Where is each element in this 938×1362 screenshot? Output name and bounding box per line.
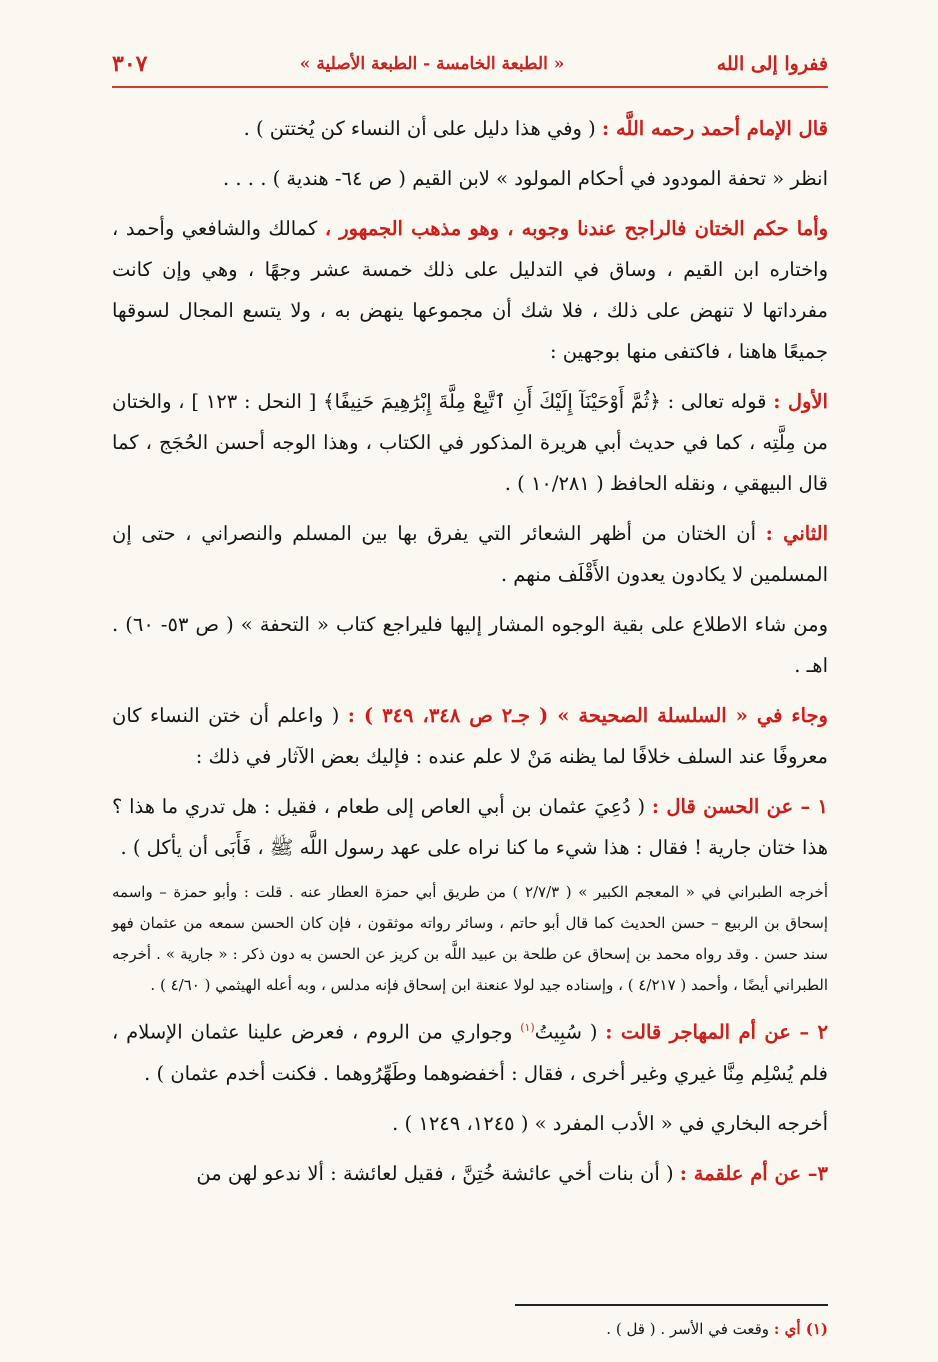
paragraph-text: قوله تعالى : ﴿ثُمَّ أَوْحَيْنَآ إِلَيْكَ أَنِ ٱتَّبِعْ مِلَّةَ إِبْرَٰهِيمَ حَنِيفًا﴾ [ النحل : ١٢٣ ] ، والختان من مِلَّتِه ، كما في حديث أبي هريرة المذكور في الكتاب ، وهذا الوجه أحسن الحُجَج ، كما قال البيهقي ، ونقله الحافظ ( ١٠/٢٨١ ) . — [112, 390, 828, 495]
page-body — [112, 108, 828, 1203]
takhrij-note: أخرجه الطبراني في « المعجم الكبير » ( ٢/٧/٣ ) من طريق أبي حمزة العطار عنه . قلت : وأبو حمزة – واسمه إسحاق بن الربيع – حسن الحديث كما قال أبو حاتم ، وسائر رواته موثقون ، فإن كان الحسن سمعه من عثمان فهو سند حسن . وقد رواه محمد بن إسحاق عن طلحة بن عبيد اللَّه بن كريز عن الحسن به دون ذكر : « جارية » . أخرجه الطبراني أيضًا ، وأحمد ( ٤/٢١٧ ) ، وإسناده جيد لولا عنعنة ابن إسحاق فإنه مدلس ، وبه أعله الهيثمي ( ٤/٦٠ ) . — [112, 883, 828, 994]
page-number: ٣٠٧ — [112, 51, 148, 77]
paragraph — [112, 695, 828, 777]
header-rule — [112, 86, 828, 88]
paragraph — [112, 1153, 828, 1194]
paragraph-text: انظر « تحفة المودود في أحكام المولود » لابن القيم ( ص ٦٤- هندية ) . . . . — [223, 167, 828, 190]
paragraph-lead: ٣– عن أم علقمة : — [679, 1161, 828, 1185]
footnote-marker: (١) أي : — [773, 1320, 828, 1338]
paragraph-lead: وجاء في « السلسلة الصحيحة » ( جـ٢ ص ٣٤٨، ٣٤٩ ) : — [347, 704, 828, 727]
paragraph-lead: قال الإمام أحمد رحمه اللَّه : — [601, 117, 828, 140]
edition-label: « الطبعة الخامسة - الطبعة الأصلية » — [299, 54, 565, 74]
paragraph — [112, 158, 828, 199]
paragraph-text: أخرجه البخاري في « الأدب المفرد » ( ١٢٤٥، ١٢٤٩ ) . — [392, 1111, 828, 1135]
paragraph-lead: ٢ – عن أم المهاجر قالت : — [605, 1020, 828, 1044]
paragraph — [112, 513, 828, 595]
paragraph-lead: الأول : — [773, 390, 828, 413]
paragraph-text: ( سُبِيتُ — [534, 1020, 606, 1044]
paragraph-text: وجواري من الروم ، فعرض علينا عثمان الإسلام ، فلم يُسْلِم مِنَّا غيري وغير أخرى ، فقال : أخفضوهما وطَهِّرُوهما . فكنت أخدم عثمان ) . — [112, 1020, 828, 1085]
paragraph-lead: ١ – عن الحسن قال : — [651, 795, 828, 818]
paragraph — [112, 208, 828, 372]
footnote — [112, 1316, 828, 1342]
paragraph-text: كمالك والشافعي وأحمد ، واختاره ابن القيم ، وساق في التدليل على ذلك خمسة عشر وجهًا ، وهي وإن كانت مفرداتها لا تنهض على ذلك ، فلا شك أن مجموعها ينهض به ، ولا يتسع المجال لسوقها جميعًا هاهنا ، فاكتفى منها بوجهين : — [112, 217, 828, 363]
paragraph-text: ( أن بنات أخي عائشة خُتِنَّ ، فقيل لعائشة : ألا ندعو لهن من — [196, 1161, 680, 1185]
footnote-text: وقعت في الأسر . ( قل ) . — [606, 1320, 774, 1338]
book-title: ففروا إلى الله — [716, 53, 828, 75]
paragraph — [112, 1103, 828, 1144]
footnote-separator — [515, 1304, 828, 1306]
paragraph — [112, 786, 828, 868]
page-header — [112, 44, 828, 84]
paragraph-text: ( وفي هذا دليل على أن النساء كن يُختتن ) . — [243, 117, 602, 140]
paragraph — [112, 108, 828, 149]
paragraph-text: ( واعلم أن ختن النساء كان معروفًا عند السلف خلافًا لما يظنه مَنْ لا علم عنده : فإليك بعض الآثار في ذلك : — [112, 704, 828, 768]
paragraph — [112, 604, 828, 686]
paragraph-text: ( دُعِيَ عثمان بن أبي العاص إلى طعام ، فقيل : هل تدري ما هذا ؟ هذا ختان جارية ! فقال : هذا شيء ما كنا نراه على عهد رسول اللَّه ﷺ ، فَأَبَى أن يأكل ) . — [112, 795, 828, 859]
paragraph-text: ومن شاء الاطلاع على بقية الوجوه المشار إليها فليراجع كتاب « التحفة » ( ص ٥٣- ٦٠) . اهـ . — [112, 613, 828, 677]
paragraph-lead: وأما حكم الختان فالراجح عندنا وجوبه ، وهو مذهب الجمهور ، — [324, 217, 828, 240]
paragraph-text: أن الختان من أظهر الشعائر التي يفرق بها بين المسلم والنصراني ، حتى إن المسلمين لا يكادون يعدون الأَقْلَف منهم . — [112, 522, 828, 586]
paragraph — [112, 381, 828, 504]
footnote-marker: (١) — [520, 1021, 535, 1034]
paragraph — [112, 1007, 828, 1094]
paragraph-lead: الثاني : — [765, 522, 828, 545]
